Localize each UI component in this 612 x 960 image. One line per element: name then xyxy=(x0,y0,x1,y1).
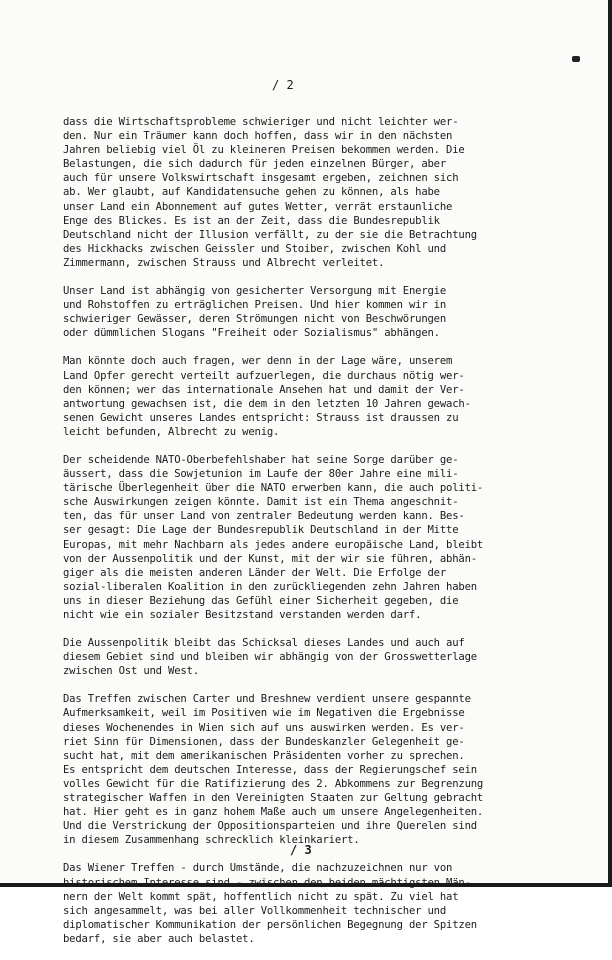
text-line: sozial-liberalen Koalition in den zurückliegenden zehn Jahren haben xyxy=(63,580,477,593)
text-line: antwortung gewachsen ist, die dem in den letzten 10 Jahren gewach- xyxy=(63,397,471,410)
text-line: unser Land ein Abonnement auf gutes Wetter, verrät erstaunliche xyxy=(63,200,453,213)
text-line: nicht wie ein sozialer Besitzstand verstanden werden darf. xyxy=(63,609,422,621)
text-line: uns in dieser Beziehung das Gefühl einer Sicherheit gegeben, die xyxy=(63,594,459,607)
text-line: diesem Gebiet sind und bleiben wir abhängig von der Grosswetterlage xyxy=(63,651,477,664)
text-line: auch für unsere Volkswirtschaft insgesamt ergeben, zeichnen sich xyxy=(63,172,459,185)
text-line: nern der Welt kommt spät, hoffentlich nicht zu spät. Zu viel hat xyxy=(63,890,459,903)
paragraph xyxy=(63,861,603,946)
scan-edge-right xyxy=(608,0,612,887)
text-line: giger als die meisten anderen Länder der Welt. Die Erfolge der xyxy=(63,566,447,579)
text-line: Europas, mit mehr Nachbarn als jedes andere europäische Land, bleibt xyxy=(63,538,484,551)
document-body xyxy=(63,115,603,960)
text-line: strategischer Waffen in den Vereinigten Staaten zur Geltung gebracht xyxy=(63,792,484,805)
text-line: Aufmerksamkeit, weil im Positiven wie im Negativen die Ergebnisse xyxy=(63,707,465,720)
text-line: sucht hat, mit dem amerikanischen Präsidenten vorher zu sprechen. xyxy=(63,749,465,762)
text-line: schwieriger Gewässer, deren Strömungen nicht von Beschwörungen xyxy=(63,313,447,326)
text-line: und Rohstoffen zu erträglichen Preisen. Und hier kommen wir in xyxy=(63,299,447,312)
text-line: äussert, dass die Sowjetunion im Laufe der 80er Jahre eine mili- xyxy=(63,468,459,481)
text-line: Das Treffen zwischen Carter und Breshnew verdient unsere gespannte xyxy=(63,693,471,706)
paragraph xyxy=(63,692,603,847)
text-line: senen Gewicht unseres Landes entspricht: Strauss ist draussen zu xyxy=(63,411,459,424)
text-line: den. Nur ein Träumer kann doch hoffen, dass wir in den nächsten xyxy=(63,130,453,143)
text-line: von der Aussenpolitik und der Kunst, mit der wir sie führen, abhän- xyxy=(63,552,477,565)
text-line: zwischen Ost und West. xyxy=(63,665,199,678)
text-line: den können; wer das internationale Ansehen hat und damit der Ver- xyxy=(63,383,465,396)
text-line: Enge des Blickes. Es ist an der Zeit, dass die Bundesrepublik xyxy=(63,214,440,227)
text-line: historischem Interesse sind - zwischen den beiden mächtigsten Män- xyxy=(63,876,471,889)
text-line: oder dümmlichen Slogans "Freiheit oder Sozialismus" abhängen. xyxy=(63,327,440,340)
text-line: ab. Wer glaubt, auf Kandidatensuche gehen zu können, als habe xyxy=(63,186,440,199)
paragraph xyxy=(63,354,603,439)
text-line: Belastungen, die sich dadurch für jeden einzelnen Bürger, aber xyxy=(63,158,447,171)
text-line: leicht befunden, Albrecht zu wenig. xyxy=(63,425,280,438)
text-line: tärische Überlegenheit über die NATO erwerben kann, die auch politi- xyxy=(63,482,484,495)
text-line: Es entspricht dem deutschen Interesse, dass der Regierungschef sein xyxy=(63,763,477,776)
text-line: ser gesagt: Die Lage der Bundesrepublik Deutschland in der Mitte xyxy=(63,524,459,537)
text-line: diplomatischer Kommunikation der persönlichen Begegnung der Spitzen xyxy=(63,918,477,931)
text-line: Deutschland nicht der Illusion verfällt, zu der sie die Betrachtung xyxy=(63,228,477,241)
text-line: sich angesammelt, was bei aller Vollkommenheit technischer und xyxy=(63,904,447,917)
text-line: volles Gewicht für die Ratifizierung des 2. Abkommens zur Begrenzung xyxy=(63,777,484,790)
text-line: dieses Wochenendes in Wien sich auf uns auswirken werden. Es ver- xyxy=(63,721,465,734)
text-line: Das Wiener Treffen - durch Umstände, die nachzuzeichnen nur von xyxy=(63,862,453,875)
text-line: in diesem Zusammenhang schrecklich kleinkariert. xyxy=(63,834,360,847)
text-line: ten, das für unser Land von zentraler Bedeutung werden kann. Bes- xyxy=(63,510,465,523)
text-line: riet Sinn für Dimensionen, dass der Bundeskanzler Gelegenheit ge- xyxy=(63,735,465,748)
paragraph xyxy=(63,453,603,622)
text-line: sche Auswirkungen zeigen könnte. Damit ist ein Thema angeschnit- xyxy=(63,496,459,509)
text-line: bedarf, sie aber auch belastet. xyxy=(63,932,255,945)
text-line: hat. Hier geht es in ganz hohem Maße auch um unsere Angelegenheiten. xyxy=(63,806,484,819)
text-line: dass die Wirtschaftsprobleme schwieriger und nicht leichter wer- xyxy=(63,116,459,128)
text-line: Zimmermann, zwischen Strauss und Albrecht verleitet. xyxy=(63,256,385,269)
text-line: Und die Verstrickung der Oppositionsparteien und ihre Querelen sind xyxy=(63,820,477,833)
punch-mark xyxy=(572,56,580,62)
paragraph xyxy=(63,284,603,340)
page-number-footer: / 3 xyxy=(290,843,312,857)
text-line: Jahren beliebig viel Öl zu kleineren Preisen bekommen werden. Die xyxy=(63,144,465,157)
text-line: Der scheidende NATO-Oberbefehlshaber hat seine Sorge darüber ge- xyxy=(63,453,459,466)
paragraph xyxy=(63,115,603,270)
page-number-header: / 2 xyxy=(272,78,294,92)
text-line: des Hickhacks zwischen Geissler und Stoiber, zwischen Kohl und xyxy=(63,242,447,255)
text-line: Die Aussenpolitik bleibt das Schicksal dieses Landes und auch auf xyxy=(63,637,465,650)
text-line: Unser Land ist abhängig von gesicherter Versorgung mit Energie xyxy=(63,285,447,298)
text-line: Man könnte doch auch fragen, wer denn in der Lage wäre, unserem xyxy=(63,355,453,368)
text-line: Land Opfer gerecht verteilt aufzuerlegen, die durchaus nötig wer- xyxy=(63,369,465,382)
paragraph xyxy=(63,636,603,678)
